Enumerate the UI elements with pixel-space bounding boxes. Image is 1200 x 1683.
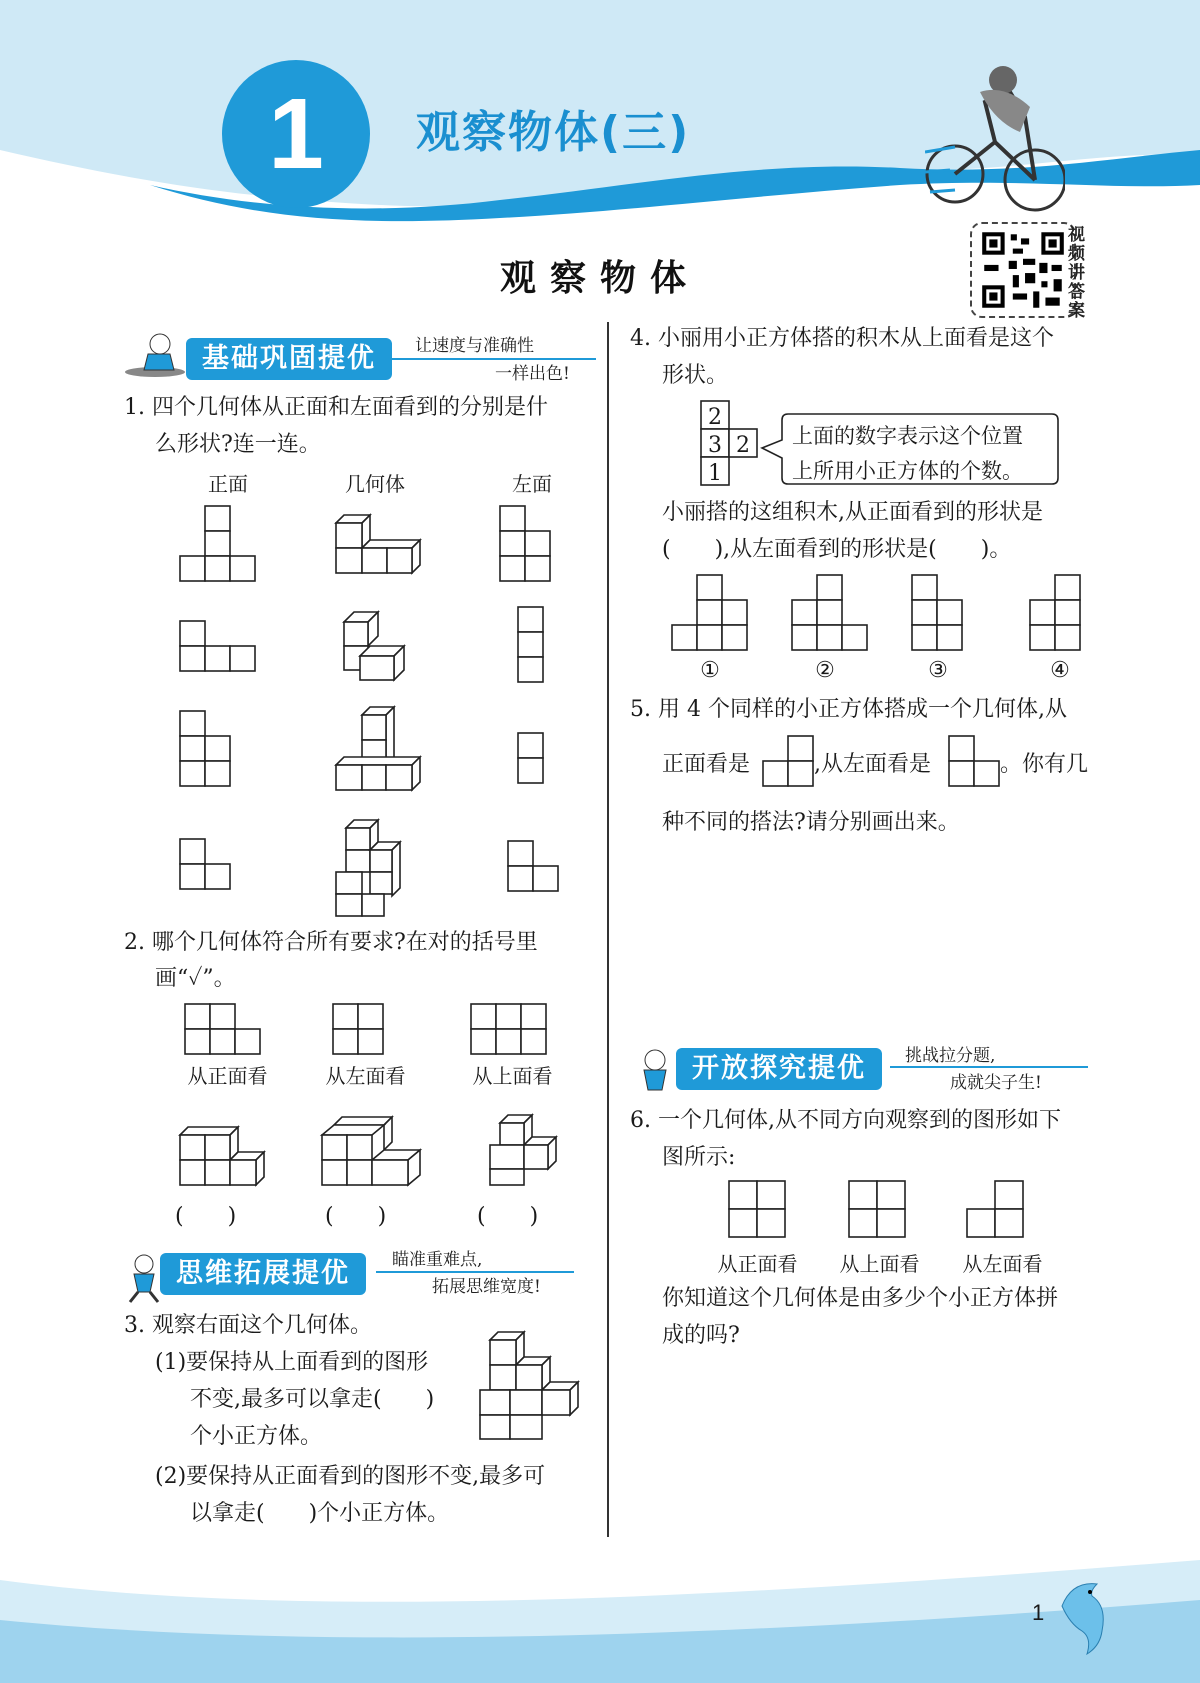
q1-solid-b [342,612,412,684]
q4-option-1-label[interactable]: ① [700,658,720,683]
q4-option-2-shape [792,574,872,654]
q1-solid-a [336,515,426,590]
q2-solid-c [490,1115,560,1190]
banner-basic-note-2: 一样出色! [495,364,570,384]
q3-p1-line1: (1)要保持从上面看到的图形 [155,1350,429,1375]
q4-callout-2: 上所用小正方体的个数。 [792,459,1023,483]
q6-left-shape [966,1180,1026,1240]
q5-line-3: 种不同的搭法?请分别画出来。 [662,810,960,835]
q4-callout-1: 上面的数字表示这个位置 [792,424,1023,448]
dolphin-icon [1052,1576,1112,1656]
q1-solid-c [336,705,426,795]
q2-view-top [471,1003,551,1058]
q3-p1-line2: 不变,最多可以拿走( ) [190,1387,435,1412]
chapter-number: 1 [268,78,324,190]
q2-solid-b [322,1117,422,1192]
q2-label-front: 从正面看 [187,1064,268,1088]
q1-left-view-a [500,505,560,585]
q5-left-shape [948,735,1002,789]
q4-grid-num-mid-left: 3 [708,433,722,458]
q4-option-3-shape [912,574,972,654]
q2-view-front [185,1003,265,1058]
banner-thinking: 思维拓展提优 [160,1253,366,1295]
q2-label-top: 从上面看 [472,1064,553,1088]
q1-front-view-d [180,838,240,893]
q2-solid-a [180,1127,270,1192]
q2-text-2: 画“✓”。 [155,966,236,991]
banner-thinking-line [376,1271,574,1273]
q4-text-1: 4. 小丽用小正方体搭的积木从上面看是这个 [630,326,1054,351]
q1-text-1: 1. 四个几何体从正面和左面看到的分别是什 [124,395,548,420]
q2-paren-a[interactable]: ( ) [175,1204,237,1229]
qr-label: 视频讲答案 [1068,225,1085,321]
q5-line-1: 5. 用 4 个同样的小正方体搭成一个几何体,从 [630,697,1067,722]
q4-ask-2: ( ),从左面看到的形状是( )。 [662,537,1012,562]
banner-explore-note-2: 成就尖子生! [950,1073,1042,1093]
q1-front-view-b [180,620,260,675]
q4-grid-num-mid-right: 2 [736,433,750,458]
q1-front-view-c [180,710,240,790]
q4-option-4-shape [1030,574,1090,654]
banner-basic-line [386,358,596,360]
q1-col-front: 正面 [208,472,248,496]
q6-line-2: 图所示: [662,1145,736,1170]
q1-solid-d [336,820,416,918]
q6-line-1: 6. 一个几何体,从不同方向观察到的图形如下 [630,1108,1061,1133]
q4-grid-num-top: 2 [708,405,722,430]
footer-wave [0,1560,1200,1683]
banner-thinking-note-1: 瞄准重难点, [392,1250,483,1270]
q1-left-view-d [508,840,568,895]
banner-basic: 基础巩固提优 [186,338,392,380]
q3-p2-line2: 以拿走( )个小正方体。 [190,1501,450,1526]
q1-left-view-b [518,606,548,686]
q6-label-left: 从左面看 [962,1252,1043,1276]
banner-explore-note-1: 挑战拉分题, [905,1046,996,1066]
thinking-mascot-icon [630,1048,680,1098]
q5-line-2c: 。你有几 [1000,752,1089,777]
q6-front-shape [728,1180,788,1240]
q1-left-view-c [518,732,548,792]
q1-text-2: 么形状?连一连。 [155,432,321,457]
q5-front-shape [762,735,816,789]
q3-text: 3. 观察右面这个几何体。 [124,1313,372,1338]
q4-ask-1: 小丽搭的这组积木,从正面看到的形状是 [662,500,1043,525]
q6-label-top: 从上面看 [839,1252,920,1276]
chapter-title: 观察物体(三) [416,107,691,158]
q2-paren-c[interactable]: ( ) [477,1204,539,1229]
skateboard-mascot-icon [120,330,190,380]
q2-label-left: 从左面看 [325,1064,406,1088]
banner-thinking-note-2: 拓展思维宽度! [432,1277,541,1297]
q4-grid-num-bottom: 1 [708,461,722,486]
q4-option-4-label[interactable]: ④ [1050,658,1070,683]
q6-top-shape [848,1180,908,1240]
banner-basic-note-1: 让速度与准确性 [415,336,534,356]
q2-text-1: 2. 哪个几何体符合所有要求?在对的括号里 [124,930,538,955]
q4-option-1-shape [672,574,752,654]
q3-p1-line3: 个小正方体。 [190,1424,323,1449]
q6-ask-2: 成的吗? [662,1323,740,1348]
section-title: 观察物体 [499,258,700,299]
column-divider [607,322,609,1537]
q5-line-2a: 正面看是 [662,752,751,777]
q2-paren-b[interactable]: ( ) [325,1204,387,1229]
q3-solid [480,1330,590,1440]
banner-explore: 开放探究提优 [676,1048,882,1090]
q6-ask-1: 你知道这个几何体是由多少个小正方体拼 [662,1286,1059,1311]
q4-text-2: 形状。 [662,363,729,388]
q2-view-left [333,1003,393,1058]
q4-option-3-label[interactable]: ③ [928,658,948,683]
q1-col-solid: 几何体 [345,472,405,496]
page-number: 1 [1032,1600,1045,1625]
cyclist-illustration [925,62,1065,214]
q1-col-left: 左面 [512,472,552,496]
q3-p2-line1: (2)要保持从正面看到的图形不变,最多可 [155,1464,546,1489]
banner-explore-line [890,1066,1088,1068]
q4-option-2-label[interactable]: ② [815,658,835,683]
q1-front-view-a [180,505,260,585]
q5-line-2b: ,从左面看是 [814,752,931,777]
q6-label-front: 从正面看 [717,1252,798,1276]
